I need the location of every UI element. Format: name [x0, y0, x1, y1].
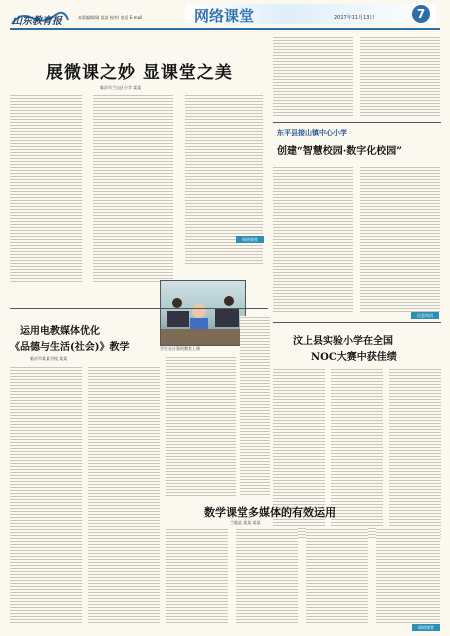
article-5-body-col4: [376, 528, 440, 624]
classroom-photo: [160, 280, 246, 346]
article-3-kicker: 东平县接山镇中心小学: [277, 128, 347, 137]
section-title: 网络课堂: [194, 7, 255, 25]
article-2-body-col2: [88, 366, 160, 624]
divider-main-1: [10, 308, 268, 309]
page-number-badge: 7: [412, 5, 430, 23]
article-3-title: 创建“智慧校园·数字化校园”: [277, 146, 402, 157]
article-5-byline: 兰陵县 某某 某某: [230, 520, 261, 525]
masthead-info-line: 本版编辑/顾 某某 校对/ 电话 E-mail: [78, 15, 143, 20]
article-4-title-line2: NOC大赛中获佳绩: [311, 352, 397, 363]
article-3-body-col1: [273, 166, 353, 314]
students-computer-photo-icon: [161, 281, 245, 345]
article-4-title-line1: 汶上县实验小学在全国: [293, 336, 393, 347]
section-badge-left: 网络课堂: [236, 236, 264, 243]
section-badge-bottom: 网络课堂: [412, 624, 440, 631]
article-1-title: 展微课之妙 显课堂之美: [46, 63, 233, 83]
article-3: [273, 124, 441, 320]
article-2: [10, 316, 160, 626]
divider-right-1: [273, 122, 441, 123]
photo-caption: 学生在计算机教室上课: [160, 346, 200, 351]
article-1-byline: 临沂市兰山区小学 某某: [100, 85, 142, 90]
article-3-body-col2: [360, 166, 440, 314]
paper-name: 山东教育报: [12, 16, 62, 27]
divider-right-2: [273, 322, 441, 323]
section-banner: [186, 4, 436, 24]
article-5-body-col1: [166, 528, 228, 624]
article-5-body-col3: [306, 528, 368, 624]
article-2-title-line1: 运用电教媒体优化: [20, 326, 100, 337]
article-3-intro: [273, 34, 441, 122]
article-1-continued-col: [166, 356, 236, 496]
article-5-body-col2: [236, 528, 298, 624]
article-3-intro-col1: [273, 36, 353, 116]
article-1: [10, 34, 268, 304]
article-5: [166, 500, 441, 628]
article-1-body-col1: [10, 94, 82, 284]
masthead-rule: [10, 28, 440, 30]
article-5-title: 数学课堂多媒体的有效运用: [204, 506, 336, 519]
article-2-byline: 临沂市某某学校 某某: [30, 356, 68, 361]
article-2-title-line2: 《品德与生活(社会)》教学: [10, 342, 130, 353]
article-1-body-col2: [93, 94, 173, 284]
newspaper-logo: [10, 10, 70, 26]
issue-date: 2017年11月13日: [334, 15, 375, 21]
section-badge: 信息快讯: [411, 312, 439, 319]
masthead: [0, 0, 450, 30]
article-2-body-col1: [10, 366, 82, 624]
article-1-continued-col2: [240, 316, 270, 496]
article-3-intro-col2: [360, 36, 440, 116]
